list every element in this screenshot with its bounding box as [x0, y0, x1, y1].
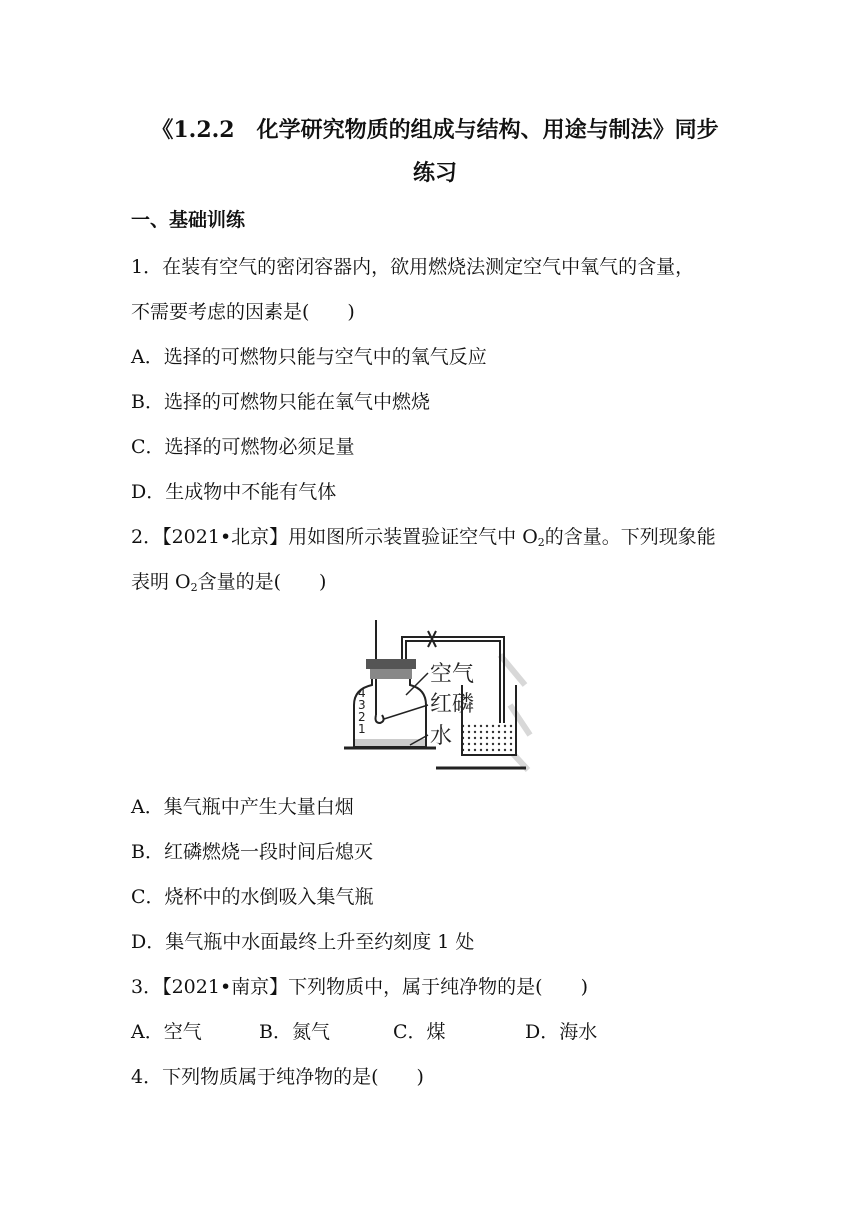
- q3-options: [131, 1017, 597, 1044]
- q1-option-d: D．生成物中不能有气体: [131, 481, 337, 503]
- q1-option-a: A．选择的可燃物只能与空气中的氧气反应: [131, 346, 487, 368]
- q2-stem-line1: [131, 522, 716, 549]
- q1-option-b: B．选择的可燃物只能在氧气中燃烧: [131, 391, 430, 413]
- apparatus-figure: [340, 615, 535, 775]
- q1-stem-line2: 不需要考虑的因素是( ): [131, 301, 355, 323]
- label-red-phosphorus: 红磷: [430, 692, 475, 717]
- label-water: 水: [430, 724, 453, 749]
- q3-stem: 3．【2021•南京】下列物质中，属于纯净物的是( ): [131, 976, 588, 998]
- stopper: [366, 659, 416, 669]
- scale-marks: [358, 686, 366, 736]
- q2-stem-line2-text-a: 表明 O: [131, 571, 191, 593]
- q3-option-b: B．氮气: [259, 1021, 330, 1043]
- q1-option-c: C．选择的可燃物必须足量: [131, 436, 355, 458]
- scale-mark-3: 3: [358, 698, 366, 712]
- scale-mark-4: 4: [358, 686, 366, 700]
- beaker-water: [463, 723, 515, 754]
- scale-mark-1: 1: [358, 722, 366, 736]
- document-title-line1: 《1.2.2 化学研究物质的组成与结构、用途与制法》同步: [151, 117, 719, 143]
- q3-option-a: A．空气: [131, 1021, 202, 1043]
- q2-stem-line1-text-a: 2．【2021•北京】用如图所示装置验证空气中 O: [131, 526, 538, 548]
- q2-stem-line1-text-b: 的含量。下列现象能: [544, 526, 716, 548]
- q2-option-a: A．集气瓶中产生大量白烟: [131, 796, 354, 818]
- q1-stem-line1: 1．在装有空气的密闭容器内，欲用燃烧法测定空气中氧气的含量，: [131, 256, 695, 278]
- document-title-line2: 练习: [412, 160, 457, 186]
- combustion-spoon: [376, 715, 384, 723]
- q4-stem: 4．下列物质属于纯净物的是( ): [131, 1066, 424, 1088]
- q2-option-d: D．集气瓶中水面最终上升至约刻度 1 处: [131, 931, 475, 953]
- apparatus-diagram: [340, 615, 535, 775]
- q2-stem-line2-text-b: 含量的是( ): [197, 571, 327, 593]
- q2-option-b: B．红磷燃烧一段时间后熄灭: [131, 841, 373, 863]
- clamp-icon: [428, 631, 436, 647]
- q2-stem-line1-subscript: 2: [537, 536, 545, 549]
- section-heading: 一、基础训练: [131, 209, 246, 231]
- q2-stem-line2-subscript: 2: [190, 581, 198, 594]
- q3-option-d: D．海水: [525, 1021, 598, 1043]
- q3-option-c: C．煤: [393, 1021, 446, 1043]
- q2-stem-line2: [131, 567, 326, 594]
- q2-option-c: C．烧杯中的水倒吸入集气瓶: [131, 886, 374, 908]
- label-air: 空气: [430, 662, 475, 687]
- scale-mark-2: 2: [358, 710, 366, 724]
